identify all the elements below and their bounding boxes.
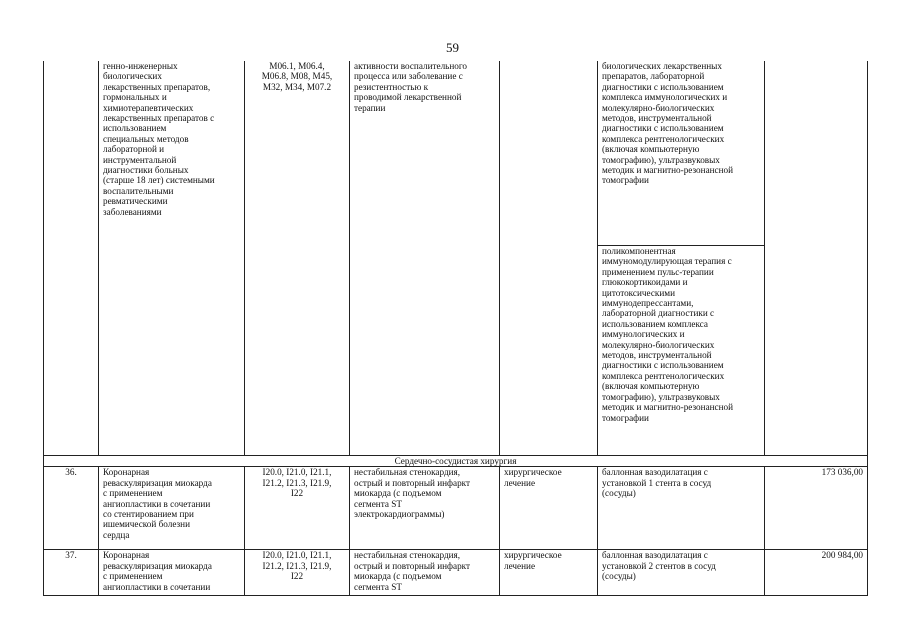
table-cell-model: нестабильная стенокардия, острый и повторный инфаркт миокарда (с подъемом сегмента ST электрокардиограммы) [350, 467, 500, 550]
table-cell-codes: I20.0, I21.0, I21.1, I21.2, I21.3, I21.9, I22 [245, 550, 350, 596]
table-row [44, 550, 868, 596]
section-row [44, 456, 868, 467]
table-cell-treatment: хирургическое лечение [500, 550, 598, 596]
table-cell-method: баллонная вазодилатация с установкой 2 стентов в сосуд (сосуды) [598, 550, 765, 596]
table-cell-method: поликомпонентная иммуномодулирующая терапия с применением пульс-терапии глюкокортикоидами и цитотоксическими иммунодепрессантами, лабораторной диагностики с использованием комплекса иммунологических и молекулярно-биологических методов, инструментальной диагностики с использованием комплекса рентгенологических (включая компьютерную томографию), ультразвуковых методик и магнитно-резонансной томографии [598, 246, 765, 456]
table-cell-method: биологических лекарственных препаратов, лабораторной диагностики с использованием комплекса иммунологических и молекулярно-биологических методов, инструментальной диагностики с использованием комплекса рентгенологических (включая компьютерную томографию), ультразвуковых методик и магнитно-резонансной томографии [598, 61, 765, 246]
row-number: 36. [44, 467, 99, 550]
table-cell-model: активности воспалительного процесса или заболевание с резистентностью к проводимой лекарственной терапии [350, 61, 500, 456]
medical-services-table [43, 61, 868, 596]
table-cell-cost [765, 61, 868, 456]
row-number: 37. [44, 550, 99, 596]
table-cell-name: Коронарная реваскуляризация миокарда с применением ангиопластики в сочетании [99, 550, 245, 596]
table-cell-name: Коронарная реваскуляризация миокарда с применением ангиопластики в сочетании со стентированием при ишемической болезни сердца [99, 467, 245, 550]
table-cell-treatment [500, 61, 598, 456]
section-title: Сердечно-сосудистая хирургия [44, 456, 868, 467]
table-cell-method: баллонная вазодилатация с установкой 1 стента в сосуд (сосуды) [598, 467, 765, 550]
table-cell-cost: 173 036,00 [765, 467, 868, 550]
table-row [44, 467, 868, 550]
table-cell-codes: I20.0, I21.0, I21.1, I21.2, I21.3, I21.9, I22 [245, 467, 350, 550]
table-cell-model: нестабильная стенокардия, острый и повторный инфаркт миокарда (с подъемом сегмента ST [350, 550, 500, 596]
table-cell-name: генно-инженерных биологических лекарственных препаратов, гормональных и химиотерапевтических лекарственных препаратов с использованием специальных методов лабораторной и инструментальной диагностики больных (старше 18 лет) системными воспалительными ревматическими заболеваниями [99, 61, 245, 456]
table-cell-treatment: хирургическое лечение [500, 467, 598, 550]
table-cell-codes: M06.1, M06.4, M06.8, M08, M45, M32, M34, M07.2 [245, 61, 350, 456]
table-cell-number [44, 61, 99, 456]
table-row [44, 61, 868, 246]
page-number: 59 [446, 40, 459, 55]
table-cell-cost: 200 984,00 [765, 550, 868, 596]
